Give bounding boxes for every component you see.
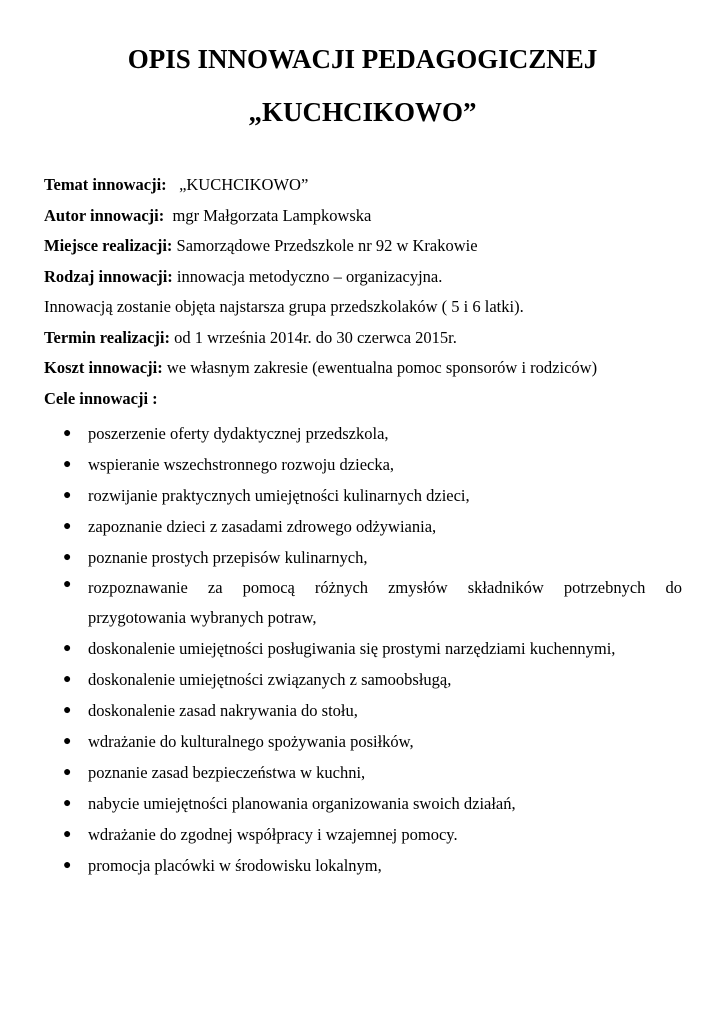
list-item <box>44 699 682 723</box>
bullet-icon: ● <box>63 487 72 503</box>
goal-text-line-2: przygotowania wybranych potraw, <box>88 608 317 628</box>
type-value: innowacja metodyczno – organizacyjna. <box>176 266 443 286</box>
goal-text: doskonalenie zasad nakrywania do stołu, <box>88 701 358 721</box>
goal-text: rozwijanie praktycznych umiejętności kulinarnych dzieci, <box>88 485 470 505</box>
bullet-icon: ● <box>63 549 72 565</box>
author-line <box>44 204 684 235</box>
place-value: Samorządowe Przedszkole nr 92 w Krakowie <box>176 236 478 255</box>
group-text: Innowacją zostanie objęta najstarsza grupa przedszkolaków ( 5 i 6 latki). <box>44 297 524 316</box>
bullet-icon: ● <box>63 857 72 873</box>
goals-heading: Cele innowacji : <box>44 388 158 408</box>
innovation-details <box>44 173 684 417</box>
bullet-icon: ● <box>63 826 72 842</box>
goal-text-line-1: rozpoznawanie za pomocą różnych zmysłów składników potrzebnych do <box>88 578 682 598</box>
list-item <box>44 453 682 477</box>
bullet-icon: ● <box>63 764 72 780</box>
goals-list <box>44 422 682 884</box>
group-line <box>44 295 684 326</box>
goal-text: wdrażanie do zgodnej współpracy i wzajemnej pomocy. <box>88 824 458 844</box>
goal-text: doskonalenie umiejętności posługiwania się prostymi narzędziami kuchennymi, <box>88 639 616 659</box>
cost-label: Koszt innowacji: <box>44 358 163 377</box>
goal-text: poszerzenie oferty dydaktycznej przedszkola, <box>88 424 389 443</box>
goal-text <box>88 573 682 633</box>
bullet-icon: ● <box>63 577 72 593</box>
bullet-icon: ● <box>63 518 72 534</box>
cost-line <box>44 356 684 387</box>
goal-text: wdrażanie do kulturalnego spożywania posiłków, <box>88 732 414 752</box>
list-item <box>44 730 682 754</box>
goal-text: doskonalenie umiejętności związanych z samoobsługą, <box>88 670 452 690</box>
list-item <box>44 573 682 633</box>
author-label: Autor innowacji: <box>44 205 165 225</box>
author-value: mgr Małgorzata Lampkowska <box>172 205 372 225</box>
bullet-icon: ● <box>63 795 72 811</box>
bullet-icon: ● <box>63 426 72 441</box>
goal-text: promocja placówki w środowisku lokalnym, <box>88 855 382 875</box>
type-line <box>44 265 684 296</box>
document-title: OPIS INNOWACJI PEDAGOGICZNEJ <box>127 44 598 74</box>
goals-heading-line <box>44 387 684 418</box>
list-item <box>44 422 682 446</box>
place-line <box>44 234 684 265</box>
bullet-icon: ● <box>63 456 72 472</box>
topic-label: Temat innowacji: <box>44 175 167 194</box>
bullet-icon: ● <box>63 703 72 719</box>
list-item <box>44 637 682 661</box>
bullet-icon: ● <box>63 672 72 688</box>
term-line <box>44 326 684 357</box>
topic-line <box>44 173 684 204</box>
list-item <box>44 792 682 816</box>
goal-text: poznanie zasad bezpieczeństwa w kuchni, <box>88 762 366 782</box>
goal-text: zapoznanie dzieci z zasadami zdrowego odżywiania, <box>88 516 437 536</box>
bullet-icon: ● <box>63 734 72 750</box>
cost-value: we własnym zakresie (ewentualna pomoc sponsorów i rodziców) <box>166 358 598 377</box>
type-label: Rodzaj innowacji: <box>44 266 173 286</box>
list-item <box>44 515 682 539</box>
list-item <box>44 761 682 785</box>
topic-value: „KUCHCIKOWO” <box>179 175 309 194</box>
list-item <box>44 484 682 508</box>
term-label: Termin realizacji: <box>44 327 171 347</box>
list-item <box>44 854 682 878</box>
list-item <box>44 823 682 847</box>
document-subtitle: „KUCHCIKOWO” <box>248 97 477 127</box>
goal-text: nabycie umiejętności planowania organizowania swoich działań, <box>88 793 516 813</box>
term-value: od 1 września 2014r. do 30 czerwca 2015r. <box>174 327 457 347</box>
goal-text: poznanie prostych przepisów kulinarnych, <box>88 547 368 567</box>
list-item <box>44 668 682 692</box>
list-item <box>44 546 682 570</box>
bullet-icon: ● <box>63 641 72 657</box>
place-label: Miejsce realizacji: <box>44 236 173 255</box>
goal-text: wspieranie wszechstronnego rozwoju dziecka, <box>88 454 395 474</box>
